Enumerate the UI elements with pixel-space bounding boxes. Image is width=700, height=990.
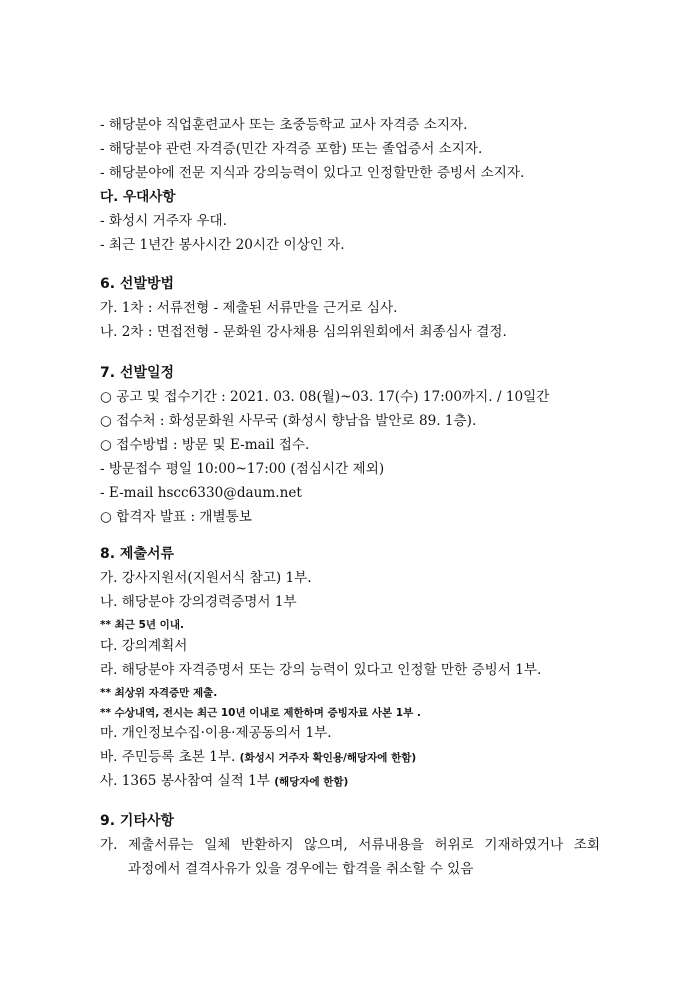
qualification-item-2: - 해당분야 관련 자격증(민간 자격증 포함) 또는 졸업증서 소지자. [100,141,483,157]
section-7-item-4: - 방문접수 평일 10:00~17:00 (점심시간 제외) [100,461,385,477]
qualification-item-1: - 해당분야 직업훈련교사 또는 초중등학교 교사 자격증 소지자. [100,117,468,133]
section-7-item-1: ○ 공고 및 접수기간 : 2021. 03. 08(월)~03. 17(수) 17:00까지. / 10일간 [100,389,550,405]
section-8-item-sa-note: (해당자에 한함) [274,776,349,788]
section-7-item-2: ○ 접수처 : 화성문화원 사무국 (화성시 향남읍 발안로 89. 1층). [100,413,477,429]
section-8-item-ga: 가. 강사지원서(지원서식 참고) 1부. [100,570,312,586]
section-8-item-ba-text: 바. 주민등록 초본 1부. [100,749,236,765]
section-6-item-1: 가. 1차 : 서류전형 - 제출된 서류만을 근거로 심사. [100,300,398,316]
section-8-item-ba-note: (화성시 거주자 확인용/해당자에 한함) [239,752,417,764]
section-8-note-ra-2: ** 수상내역, 전시는 최근 10년 이내로 제한하며 증빙자료 사본 1부 . [100,707,421,719]
section-9-item-ga-line-1: 가. 제출서류는 일체 반환하지 않으며, 서류내용을 허위로 기재하였거나 조회 [100,837,600,853]
section-8-item-ba [100,748,416,767]
preference-title: 다. 우대사항 [100,189,176,205]
section-9-item-ga-line-2: 과정에서 결격사유가 있을 경우에는 합격을 취소할 수 있음 [128,861,474,877]
section-9-title: 9. 기타사항 [100,813,175,829]
section-7-item-3: ○ 접수방법 : 방문 및 E-mail 접수. [100,437,310,453]
section-8-item-ra: 라. 해당분야 자격증명서 또는 강의 능력이 있다고 인정할 만한 증빙서 1부. [100,662,542,678]
section-8-title: 8. 제출서류 [100,546,175,562]
qualification-item-3: - 해당분야에 전문 지식과 강의능력이 있다고 인정할만한 증빙서 소지자. [100,165,525,181]
section-8-item-sa [100,772,348,791]
preference-item-1: - 화성시 거주자 우대. [100,213,227,229]
section-6-item-2: 나. 2차 : 면접전형 - 문화원 강사채용 심의위원회에서 최종심사 결정. [100,324,507,340]
section-8-note-ra-1: ** 최상위 자격증만 제출. [100,687,218,699]
section-7-item-5: - E-mail hscc6330@daum.net [100,485,302,501]
section-6-title: 6. 선발방법 [100,276,175,292]
section-7-item-6: ○ 합격자 발표 : 개별통보 [100,509,252,525]
section-8-item-na: 나. 해당분야 강의경력증명서 1부 [100,594,297,610]
preference-item-2: - 최근 1년간 봉사시간 20시간 이상인 자. [100,237,345,253]
section-8-item-da: 다. 강의계획서 [100,638,188,654]
section-8-item-sa-text: 사. 1365 봉사참여 실적 1부 [100,773,270,789]
section-8-note-na: ** 최근 5년 이내. [100,619,184,631]
section-7-title: 7. 선발일정 [100,365,175,381]
section-8-item-ma: 마. 개인정보수집·이용·제공동의서 1부. [100,725,332,741]
